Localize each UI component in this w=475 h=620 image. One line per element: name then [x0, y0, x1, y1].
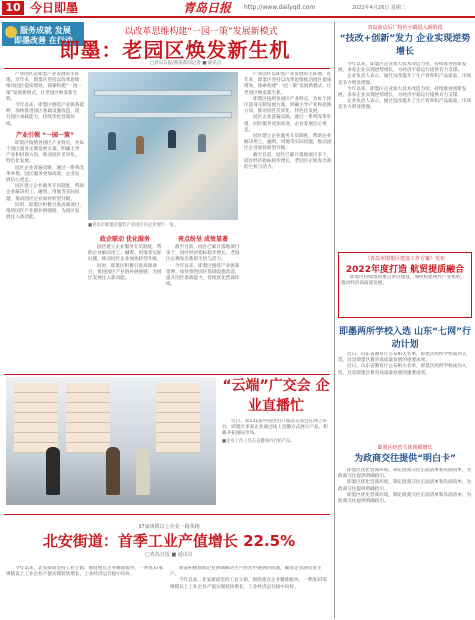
paragraph: 近日，第131届中国进出口商品交易会在网上举办，即墨区多家企业通过线上直播方式展示产品，积极开拓国际市场。: [222, 419, 328, 437]
live-story: [222, 375, 330, 519]
divider: [4, 68, 330, 69]
live-body: [222, 419, 330, 519]
live-caption: ■企业工作人员在直播间内介绍产品。: [222, 438, 295, 444]
bottom-byline: □青岛日报 ■ 通讯员: [145, 552, 193, 558]
right-bottom-heading: [338, 444, 472, 464]
paragraph: 园区建立企业服务专员制度，帮助企业解决用工、融资、用地等实际问题，推动园区企业加快转型升级。: [88, 245, 162, 263]
banner-line1: 服务成就 发展: [20, 26, 71, 35]
lead-kicker: 以改革思维构建“一园一策”发展新模式: [124, 27, 278, 37]
right-mid-headline: 2022年度打造 航贸提质融合: [345, 265, 465, 275]
paragraph: 即墨区优化营商环境，制定政商交往正面清单和负面清单，为政商交往提供明确指引。: [338, 492, 472, 505]
bottom-column-2: [170, 566, 330, 618]
live-headline: “云端”广交会 企业直播忙: [222, 378, 330, 414]
paragraph: 今年以来，即墨区企业加大技术改造力度，持续推进创新发展，多家企业实现逆势增长，为经济平稳运行提供有力支撑。: [338, 86, 467, 99]
right-low-headline: 即墨两所学校入选 山东“七网”行动计划: [339, 327, 471, 350]
lead-column-3: [166, 232, 240, 372]
right-mid-body: [341, 275, 469, 305]
website-url[interactable]: http://www.dailyqd.com: [244, 4, 316, 11]
banner-line2: 即墨改善 在行动: [14, 36, 73, 45]
paragraph: 今年以来，即墨区企业加大技术改造力度，持续推进创新发展，多家企业实现逆势增长，为经济平稳运行提供有力支撑。: [338, 62, 467, 74]
paragraph: 园区建立企业服务专员制度，帮助企业解决用工、融资、用地等实际问题，推动园区企业加快转型升级。: [244, 134, 332, 152]
right-top-body: [338, 62, 472, 248]
paragraph: 即墨区优化营商环境，制定政商交往正面清单和负面清单，为政商交往提供明确指引。: [338, 468, 472, 480]
photo-caption: ■青岛市即墨区服装产业园区内企业展厅一角。: [88, 223, 178, 228]
lead-byline: □青岛日报/观海新闻记者 ■ 通讯员: [150, 61, 222, 66]
newspaper-logo: 青岛日报: [183, 1, 232, 15]
right-top-heading: [338, 24, 472, 57]
paragraph: 企业负责人表示，通过技改提升了生产效率和产品质量，市场竞争力明显增强。: [338, 74, 472, 86]
bottom-kicker: 37家规模以上企业一路领跑: [138, 524, 200, 530]
bottom-column-1: [6, 566, 166, 618]
page-header: [0, 0, 475, 18]
paragraph: 近日，山东省教育厅公布相关名单，即墨区两所学校成功入选，这是即墨区教育高质量发展的重要成果。: [338, 352, 467, 364]
paragraph: 园区企业普遍反映，通过一系列改革举措，园区服务更加高效，企业发展信心更足。: [244, 115, 332, 133]
right-top-kicker: 青岛前店后厂特色小镇进入新阶段: [367, 25, 443, 31]
right-top-headline: “技改+创新”发力 企业实现逆势增长: [339, 34, 471, 57]
paragraph: 园区建立企业服务专员制度，帮助企业解决用工、融资、用地等实际问题，推动园区企业加快转型升级。: [6, 184, 84, 202]
paragraph: 即墨区按照各园区产业特点，为每个园区量身定制发展方案，明确主导产业和招商方向，推动园区差异化、特色化发展。: [6, 140, 84, 165]
bottom-headline: 北安街道：首季工业产值增长 22.5%: [42, 532, 296, 550]
paragraph: 今年以来，北安街道坚持工业立街，围绕重点企业精准服务，一季度37家规模以上工业企业产值实现较快增长，工业经济运行稳中向好。: [6, 566, 164, 578]
paragraph: 产业园区是即墨产业发展的主阵地，近年来，即墨区坚持以改革思维推动园区提质增效，探索构建“一园一策”发展新模式，让老园区焕发新生机。: [6, 72, 82, 102]
right-low-heading: [338, 324, 472, 350]
right-mid-box: [338, 252, 472, 318]
livestream-photo: [6, 377, 216, 505]
paragraph: 截至目前，园区已累计落地项目多个，园区经济指标稳步增长，老园区正焕发出新的生机与活力。: [244, 152, 332, 171]
paragraph: 即墨区按照各园区产业特点，为每个园区量身定制发展方案，明确主导产业和招商方向，推动园区差异化、特色化发展。: [244, 96, 332, 115]
right-low-body: [338, 352, 472, 440]
right-mid-heading: [341, 255, 469, 275]
section-title: 今日即墨: [30, 1, 79, 15]
paragraph: 园区企业普遍反映，通过一系列改革举措，园区服务更加高效，企业发展信心更足。: [6, 165, 84, 184]
right-bottom-kicker: 即墨区经营主体规模增长: [377, 445, 433, 451]
showroom-photo: [88, 72, 238, 220]
right-mid-kicker: 《青岛市即墨区建设工作方案》发布: [364, 256, 445, 262]
right-bottom-body: [338, 468, 472, 616]
issue-date: 2022年4月26日 星期二: [352, 5, 406, 11]
paragraph: 同时，即墨区积极引进高端项目，推进园区产业链补链强链，为园区发展注入新动能。: [88, 263, 162, 282]
column-divider: [334, 22, 335, 618]
subhead: 产业引领 “一园一策”: [16, 131, 74, 139]
lead-column-1: [6, 72, 84, 372]
paragraph: 今年以来，即墨区围绕产业链条延伸，加快推进园区基础设施改造，提升园区承载能力，持续优化营商环境。: [166, 263, 240, 288]
right-bottom-headline: 为政商交往提供“明白卡”: [354, 454, 456, 464]
paragraph: 街道积极帮助企业协调解决生产经营中遇到的问题，确保企业满负荷生产。: [170, 566, 322, 578]
subhead: 政企联动 优化服务: [99, 236, 151, 243]
paragraph: 近日，山东省教育厅公布相关名单，即墨区两所学校成功入选，这是即墨区教育高质量发展的重要成果。: [338, 364, 467, 376]
paragraph: 企业负责人表示，通过技改提升了生产效率和产品质量，市场竞争力明显增强。: [338, 99, 472, 111]
subhead: 亮点纷呈 成效显著: [177, 236, 229, 243]
paragraph: 今年以来，北安街道坚持工业立街，围绕重点企业精准服务，一季度37家规模以上工业企业产值实现较快增长，工业经济运行稳中向好。: [170, 578, 328, 590]
paragraph: 同时，即墨区积极引进高端项目，推进园区产业链补链强链，为园区发展注入新动能。: [6, 202, 84, 221]
paragraph: 产业园区是即墨产业发展的主阵地，近年来，即墨区坚持以改革思维推动园区提质增效，探索构建“一园一策”发展新模式，让老园区焕发新生机。: [244, 72, 332, 96]
lead-column-2: [88, 232, 162, 372]
bottom-heading: [6, 523, 332, 558]
paragraph: 即墨区持续推进重点项目建设，加快构建现代产业体系，推动经济高质量发展。: [341, 275, 465, 287]
lead-column-4: [244, 72, 332, 372]
page-number: 10: [2, 1, 24, 15]
paragraph: 即墨区优化营商环境，制定政商交往正面清单和负面清单，为政商交往提供明确指引。: [338, 480, 472, 492]
paragraph: 截至目前，园区已累计落地项目多个，园区经济指标稳步增长，老园区正焕发出新的生机与活力。: [166, 245, 240, 263]
lead-headline: 即墨：老园区焕发新生机: [59, 38, 291, 62]
divider: [4, 514, 330, 515]
paragraph: 今年以来，即墨区围绕产业链条延伸，加快推进园区基础设施改造，提升园区承载能力，持续优化营商环境。: [6, 103, 84, 127]
